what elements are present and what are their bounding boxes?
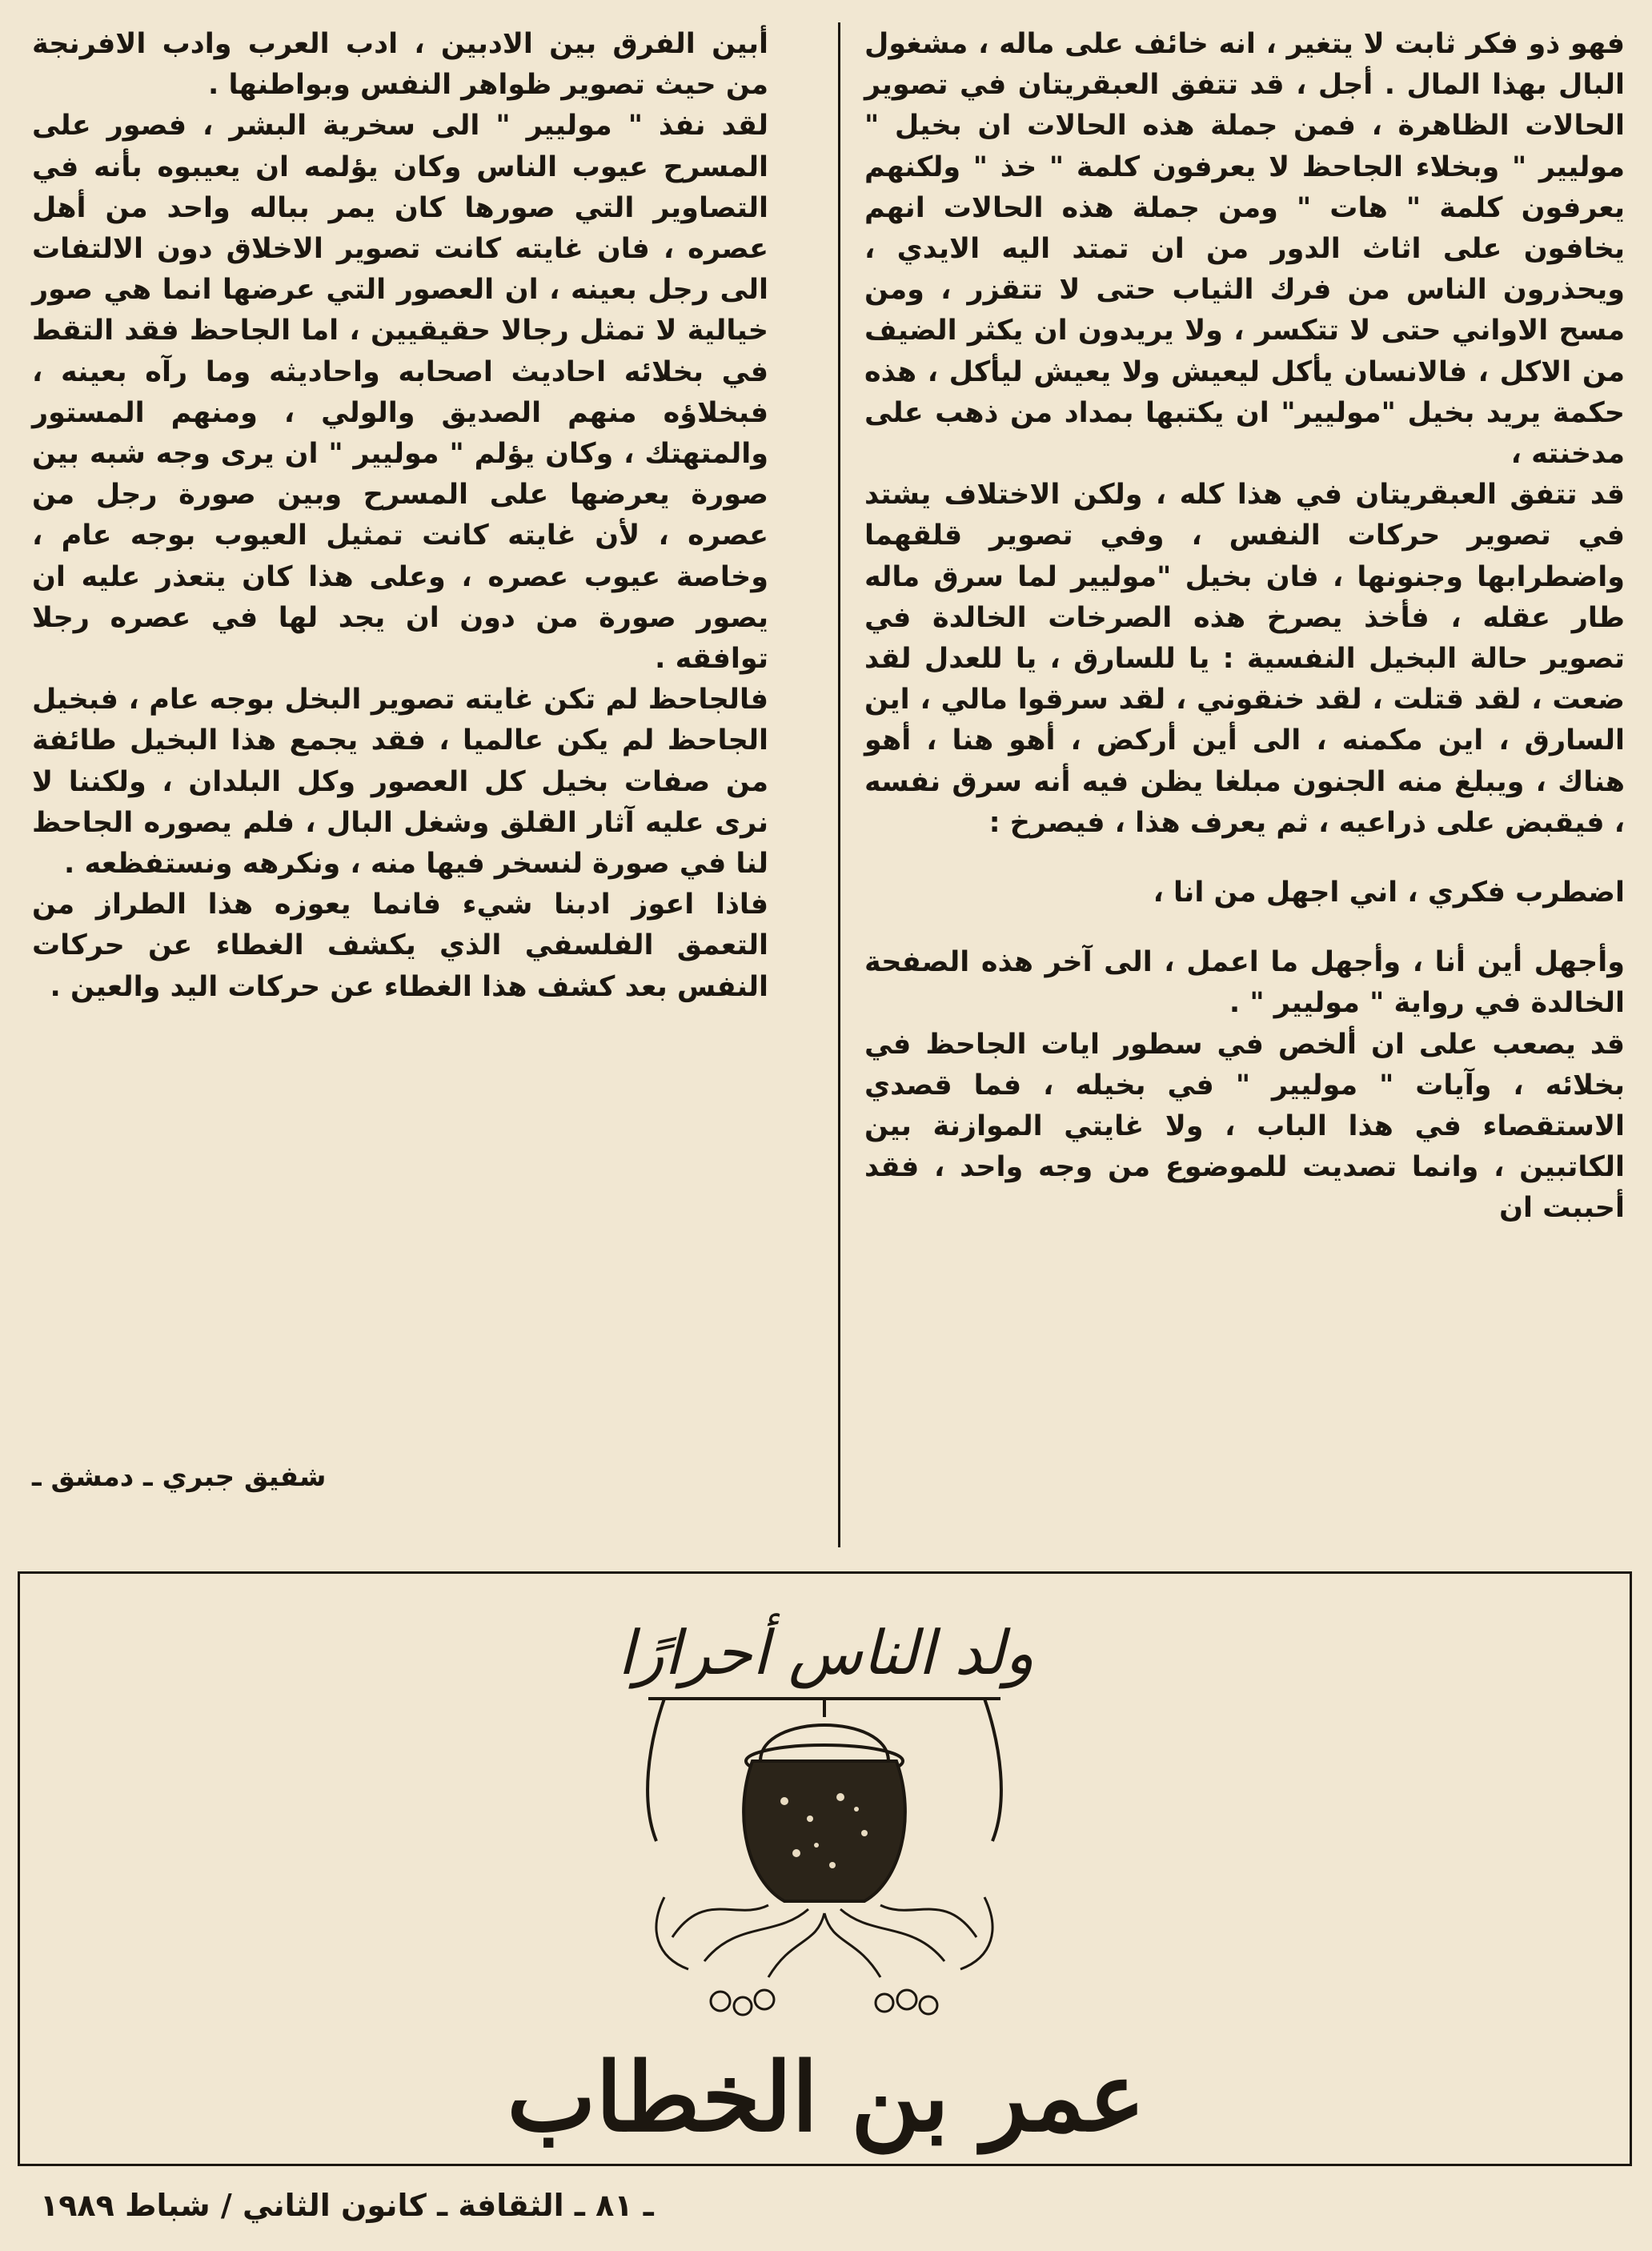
author-signature: شفيق جبري ـ دمشق ـ	[32, 1461, 327, 1493]
paragraph: قد تتفق العبقريتان في هذا كله ، ولكن الاختلاف يشتد في تصوير حركات النفس ، وفي تصوير قلقهما واضطرابها وجنونها ، فان بخيل "موليير لما سرق ماله طار عقله ، فأخذ يصرخ هذه الصرخات الخالدة في تصوير حالة البخيل النفسية : يا للسارق ، يا للعدل لقد ضعت ، لقد قتلت ، لقد خنقوني ، لقد سرقوا مالي ، اين السارق ، اين مكمنه ، الى أين أركض ، أهو هنا ، أهو هناك ، ويبلغ منه الجنون مبلغا يظن فيه أنه سرق نفسه ، فيقبض على ذراعيه ، ثم يعرف هذا ، فيصرخ :	[864, 479, 1625, 839]
ad-slogan: ولد الناس أحرارًا	[617, 1617, 1035, 1688]
quoted-line: اضطرب فكري ، اني اجهل من انا ،	[1153, 877, 1625, 909]
article-column-left	[32, 24, 768, 1008]
cooking-pot-over-fire-icon	[600, 1681, 1049, 2033]
paragraph: قد يصعب على ان ألخص في سطور ايات الجاحظ في بخلائه ، وآيات " موليير " في بخيله ، فما قصدي الاستقصاء في هذا الباب ، ولا غايتي الموازنة بين الكاتبين ، وانما تصديت للموضوع من وجه واحد ، فقد أحببت ان	[864, 1028, 1625, 1225]
article-column-right	[864, 24, 1625, 1230]
ad-calligraphy-name: عمر بن الخطاب	[507, 2041, 1145, 2153]
paragraph: فهو ذو فكر ثابت لا يتغير ، انه خائف على ماله ، مشغول البال بهذا المال . أجل ، قد تتفق العبقريتان في تصوير الحالات الظاهرة ، فمن جملة هذه الحالات ان بخيل " موليير " وبخلاء الجاحظ لا يعرفون كلمة " خذ " ولكنهم يعرفون كلمة " هات " ومن جملة هذه الحالات انهم يخافون على اثاث الدور من ان تمتد اليه الايدي ، ويحذرون الناس من فرك الثياب حتى لا تتقزر ، ومن مسح الاواني حتى لا تتكسر ، ولا يريدون ان يكثر الضيف من الاكل ، فالانسان يأكل ليعيش ولا يعيش ليأكل ، هذه حكمة يريد بخيل "موليير" ان يكتبها بمداد من ذهب على مدخنته ،	[864, 28, 1625, 471]
paragraph: وأجهل أين أنا ، وأجهل ما اعمل ، الى آخر هذه الصفحة الخالدة في رواية " موليير " .	[864, 946, 1625, 1020]
paragraph: فاذا اعوز ادبنا شيء فانما يعوزه هذا الطراز من التعمق الفلسفي الذي يكشف الغطاء عن حركات النفس بعد كشف هذا الغطاء عن حركات اليد والعين .	[32, 889, 768, 1003]
paragraph: فالجاحظ لم تكن غايته تصوير البخل بوجه عام ، فبخيل الجاحظ لم يكن عالميا ، فقد يجمع هذا البخيل طائفة من صفات بخيل كل العصور وكل البلدان ، ولكننا لا نرى عليه آثار القلق وشغل البال ، فلم يصوره الجاحظ لنا في صورة لنسخر فيها منه ، ونكرهه ونستفظعه .	[32, 684, 768, 881]
page-footer: ـ ٨١ ـ الثقافة ـ كانون الثاني / شباط ١٩٨٩	[40, 2188, 654, 2223]
paragraph: لقد نفذ " موليير " الى سخرية البشر ، فصور على المسرح عيوب الناس وكان يؤلمه ان يعيبوه بأنه في التصاوير التي صورها كان يمر بباله واحد من أهل عصره ، فان غايته كانت تصوير الاخلاق دون الالتفات الى رجل بعينه ، ان العصور التي عرضها انما هي صور خيالية لا تمثل رجالا حقيقيين ، اما الجاحظ فقد التقط في بخلائه احاديث اصحابه واحاديثه وما رآه بعينه ، فبخلاؤه منهم الصديق والولي ، ومنهم المستور والمتهتك ، وكان يؤلم " موليير " ان يرى وجه شبه بين صورة يعرضها على المسرح وبين صورة رجل من عصره ، لأن غايته كانت تمثيل العيوب بوجه عام ، وخاصة عيوب عصره ، وعلى هذا كان يتعذر عليه ان يصور صورة من دون ان يجد لها في عصره رجلا توافقه .	[32, 110, 768, 676]
column-divider	[838, 22, 840, 1547]
paragraph: أبين الفرق بين الادبين ، ادب العرب وادب الافرنجة من حيث تصوير ظواهر النفس وبواطنها .	[32, 28, 768, 102]
